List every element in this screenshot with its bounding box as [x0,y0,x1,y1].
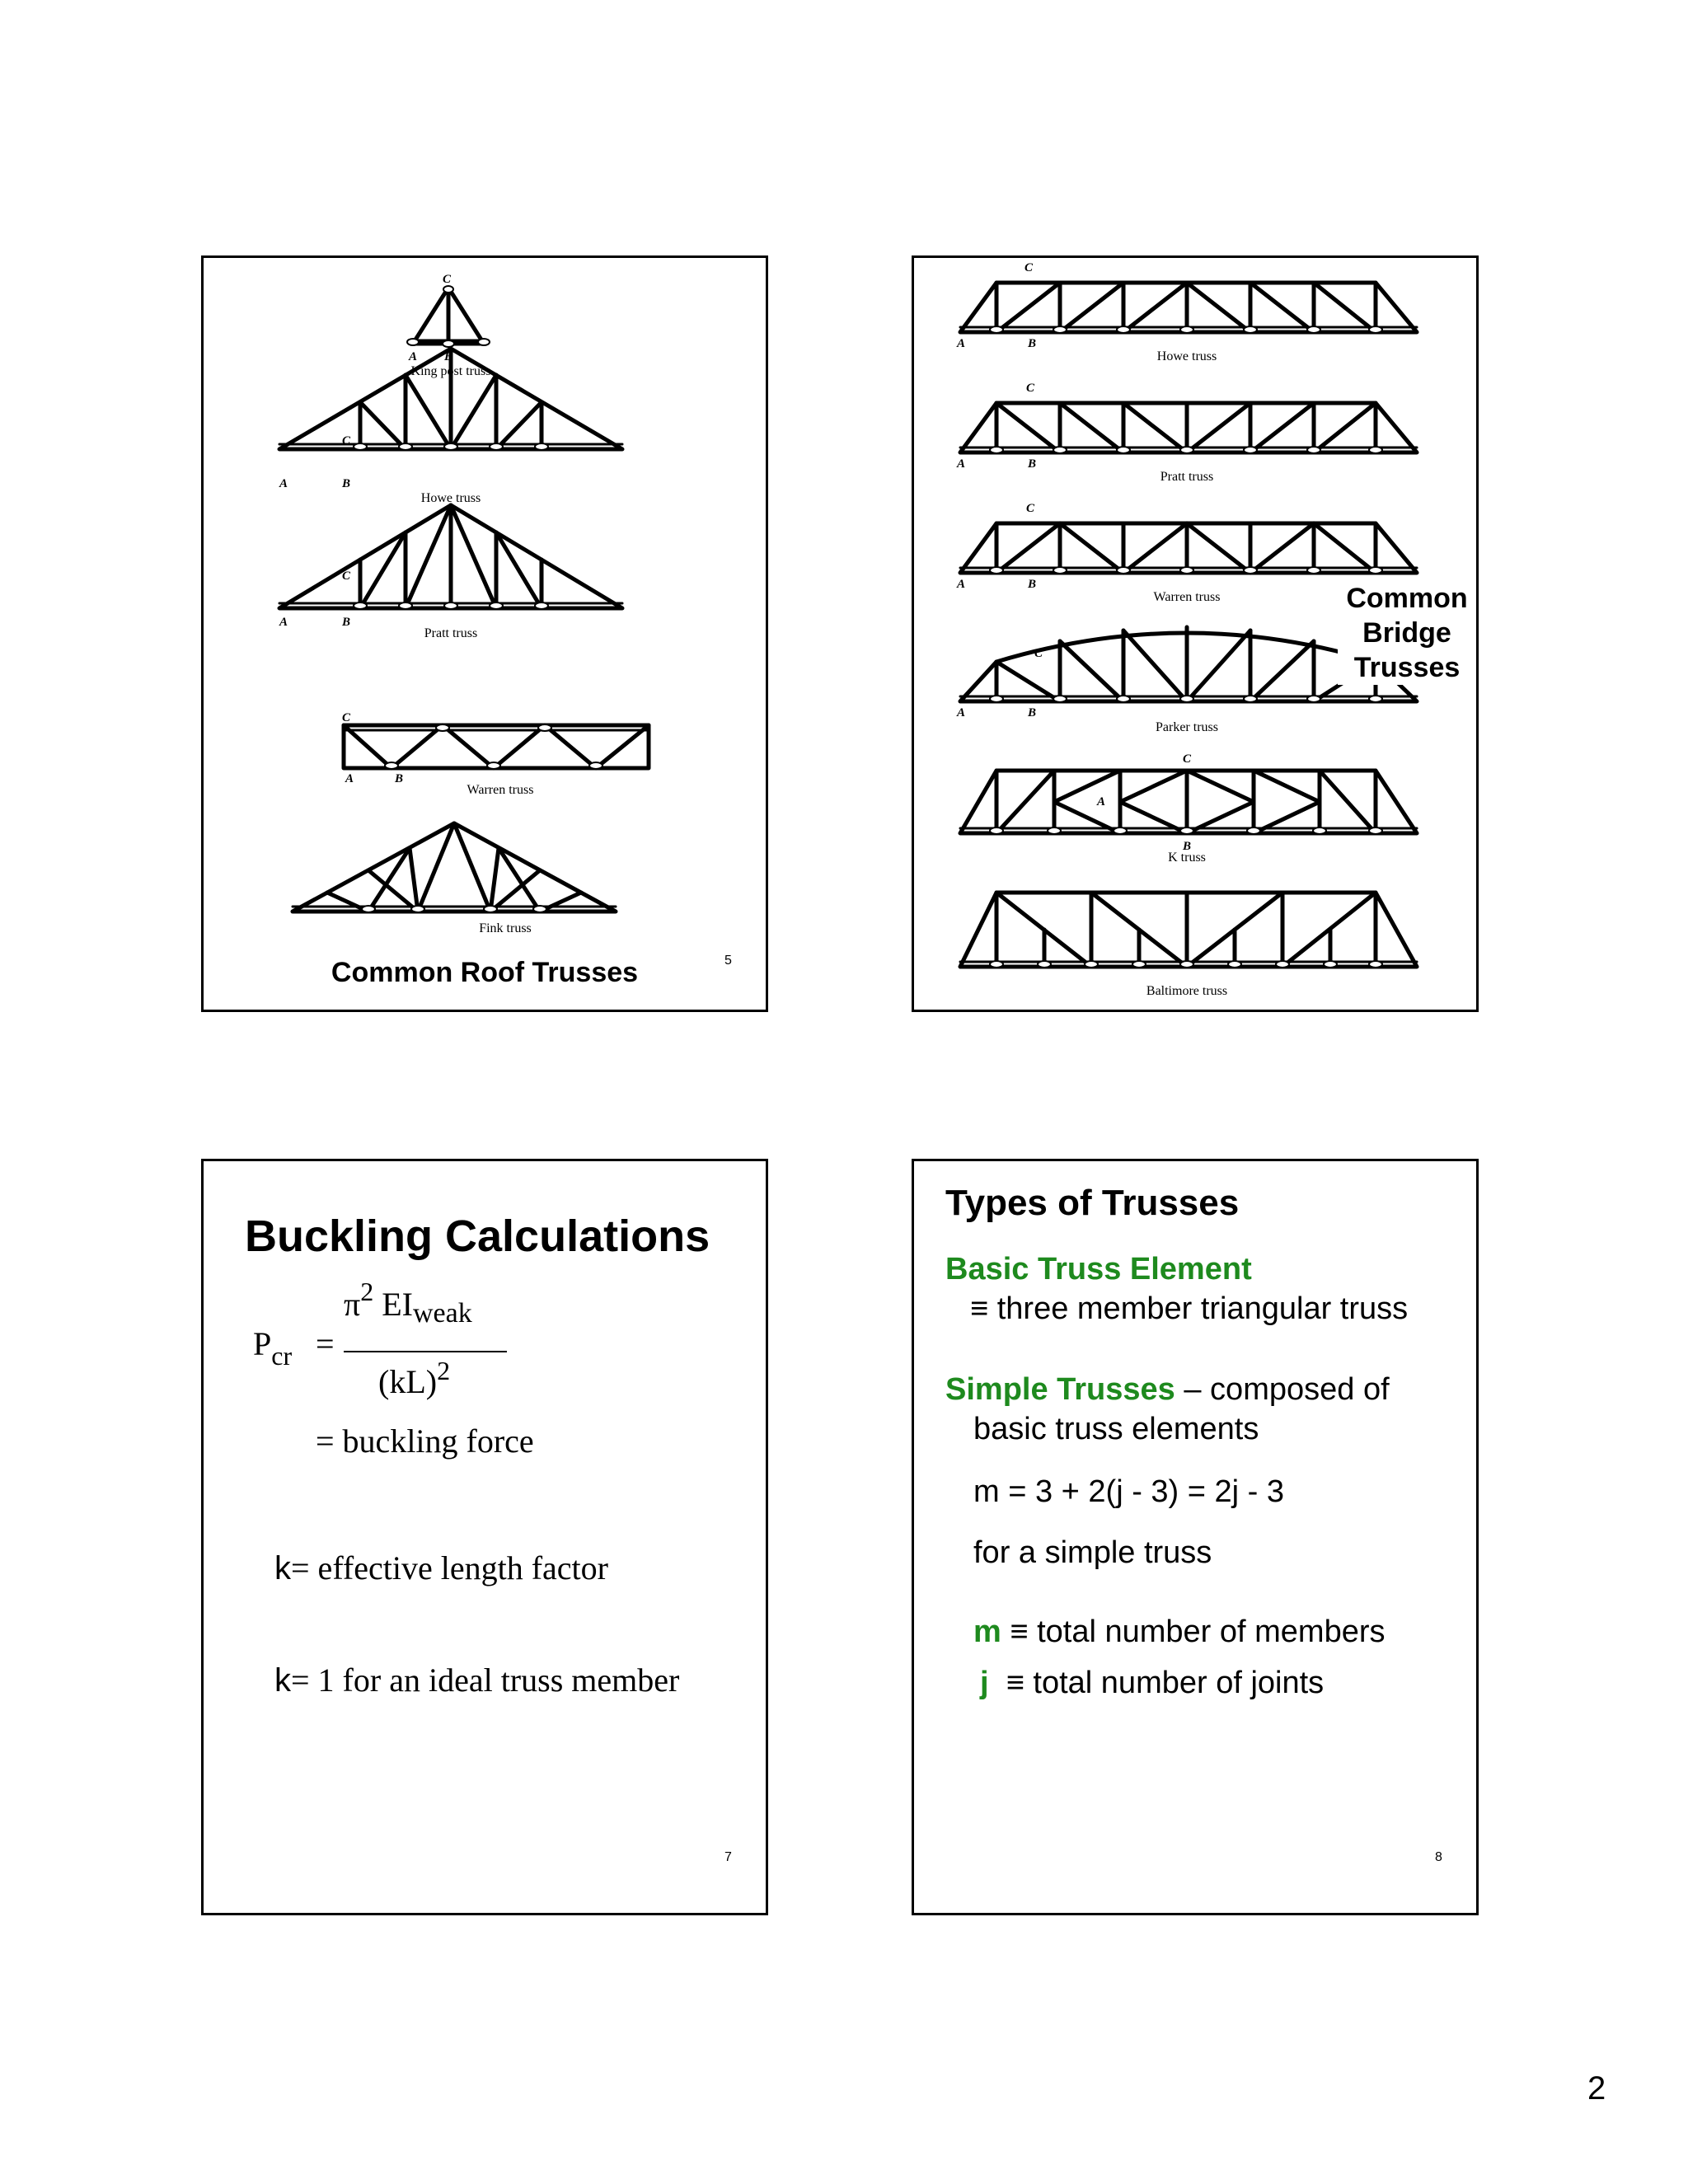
bridge-heading-line-2: Bridge [1362,617,1451,649]
caption-k-truss: K truss [1168,851,1206,865]
simple-truss-description: – composed of [1175,1372,1390,1407]
label-b: B [1183,840,1192,853]
label-c: C [443,273,452,286]
label-a: A [957,457,966,471]
slide-5 [201,255,768,1012]
label-b: B [444,350,453,363]
bridge-heading [1338,581,1476,685]
k-definition [274,1549,608,1587]
label-a: A [345,772,354,785]
formula-equals: = [316,1325,335,1362]
buckling-force-line: = buckling force [316,1422,534,1460]
simple-truss-heading: Simple Trusses [945,1372,1175,1407]
label-c: C [1026,502,1035,515]
j-definition [980,1666,1324,1701]
member-equation: m = 3 + 2(j - 3) = 2j - 3 [973,1474,1284,1509]
label-c: C [342,434,351,448]
label-c: C [342,569,351,583]
label-c: C [1034,647,1043,660]
label-c: C [342,711,351,724]
caption-warren-bridge: Warren truss [1153,590,1221,604]
slide-6 [912,255,1479,1012]
slide-8 [912,1159,1479,1915]
equation-note: for a simple truss [973,1535,1212,1570]
slide-7-title: Buckling Calculations [245,1212,710,1261]
caption-howe-bridge: Howe truss [1156,349,1217,363]
label-b: B [1028,578,1037,591]
label-a: A [279,477,288,490]
label-b: B [342,616,351,629]
simple-truss-description-2: basic truss elements [973,1412,1259,1446]
label-c: C [1026,382,1035,395]
caption-pratt-bridge: Pratt truss [1160,470,1214,484]
formula-ei: EI [382,1286,413,1323]
formula-p: P [253,1325,272,1362]
formula-denominator [378,1356,451,1401]
caption-fink: Fink truss [479,921,532,935]
j-description: ≡ total number of joints [1006,1666,1325,1700]
roof-trusses-figure [204,258,766,1010]
slide-7-number: 7 [724,1850,732,1864]
slide-7 [201,1159,768,1915]
k-symbol: k [274,1550,291,1586]
m-symbol: m [973,1615,1001,1649]
k-definition-text: = effective length factor [291,1549,608,1586]
slide-8-number: 8 [1435,1850,1442,1864]
formula-kl-exp: 2 [437,1356,451,1385]
formula-pi-exp: 2 [360,1277,374,1306]
label-a: A [1097,795,1106,808]
label-b: B [1028,457,1037,471]
formula-fraction-bar [344,1351,507,1352]
simple-truss-line [945,1372,1390,1408]
formula-cr: cr [271,1341,293,1371]
m-definition [973,1615,1386,1650]
page-number: 2 [1587,2070,1606,2107]
label-b: B [342,477,351,490]
label-b: B [395,772,404,785]
j-symbol: j [980,1666,989,1700]
caption-baltimore: Baltimore truss [1146,984,1228,998]
formula-pi: π [344,1286,361,1323]
caption-parker-bridge: Parker truss [1156,720,1218,734]
slide-5-number: 5 [724,954,732,968]
k-symbol: k [274,1662,291,1699]
label-b: B [1028,337,1037,350]
bridge-heading-line-3: Trusses [1353,652,1461,683]
caption-howe: Howe truss [420,491,481,505]
m-description: ≡ total number of members [1010,1615,1386,1649]
label-a: A [409,350,418,363]
caption-warren: Warren truss [467,783,534,797]
label-a: A [957,578,966,591]
k-ideal [274,1661,679,1699]
k-ideal-text: = 1 for an ideal truss member [291,1661,680,1699]
label-c: C [1183,752,1192,766]
formula-kl: (kL) [378,1363,438,1400]
label-b: B [1028,706,1037,719]
label-c: C [1025,261,1034,274]
basic-truss-heading: Basic Truss Element [945,1252,1252,1286]
slide-5-title: Common Roof Trusses [331,957,639,988]
formula-lhs [253,1324,293,1371]
formula-weak: weak [412,1298,472,1329]
caption-king-post: King post truss [410,364,491,378]
bridge-heading-line-1: Common [1346,583,1468,614]
slide-8-title: Types of Trusses [945,1183,1240,1223]
label-a: A [957,706,966,719]
formula-numerator [344,1277,472,1329]
caption-pratt: Pratt truss [424,626,478,640]
basic-truss-description: ≡ three member triangular truss [970,1291,1409,1326]
label-a: A [279,616,288,629]
label-a: A [957,337,966,350]
